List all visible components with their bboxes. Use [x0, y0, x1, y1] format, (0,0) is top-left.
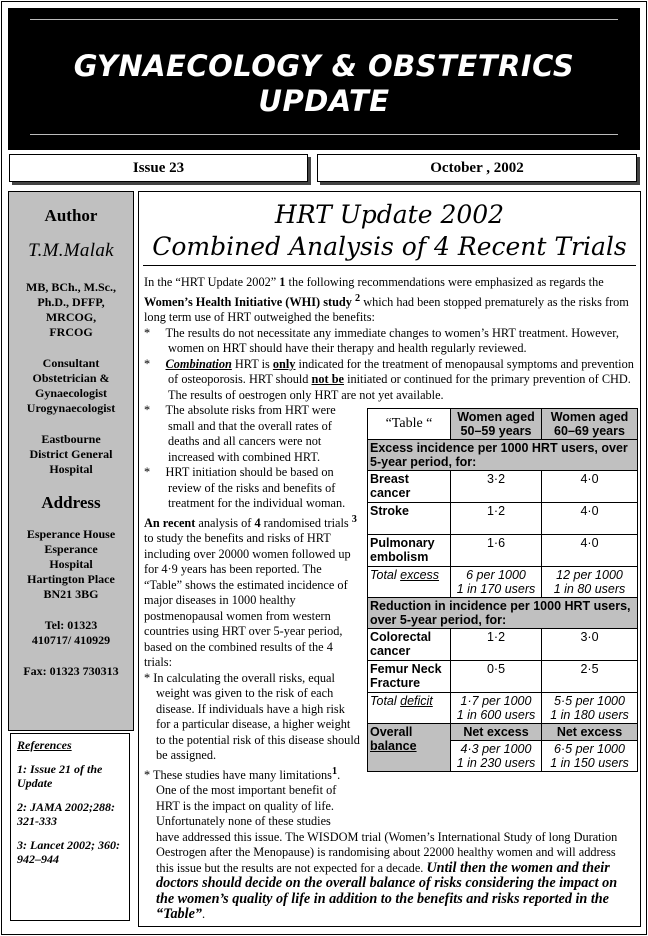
bullet-5: * In calculating the overall risks, equal weight was given to the risk of each disease. If individuals have a high risk for a particular disease, a higher weight to the potential risk of this disease should be assigned.	[144, 670, 360, 763]
cell-line: 12 per 1000	[556, 568, 623, 582]
cell-line: 1 in 170 users	[456, 582, 536, 596]
fax-line: Fax: 01323 730313	[23, 664, 119, 678]
row-label: Pulmonary embolism	[368, 535, 451, 567]
net-excess-50-59	[451, 741, 542, 772]
address-line: BN21 3BG	[43, 587, 99, 601]
bullet-2: * Combination HRT is only indicated for the treatment of menopausal symptoms and prevention of osteoporosis. HRT should not be initiated or continued for the primary prevention of CHD. The results of oestrogen only HRT are not yet available.	[144, 356, 634, 402]
degree-line: FRCOG	[49, 325, 93, 339]
cell-line: 1 in 600 users	[456, 708, 536, 722]
total-excess-label-a: Total	[370, 568, 401, 582]
overall-label-a: Overall	[370, 725, 413, 739]
degree-line: MB, BCh., M.Sc.,	[26, 280, 116, 294]
masthead-title-line2: UPDATE	[258, 84, 390, 118]
row-label: Colorectal cancer	[368, 629, 451, 661]
article-title-line2: Combined Analysis of 4 Recent Trials	[152, 232, 627, 261]
net-excess-60-69	[542, 741, 638, 772]
issue-number: Issue 23	[9, 154, 308, 182]
cell-line: 1 in 150 users	[550, 756, 629, 770]
row-label: Femur Neck Fracture	[368, 661, 451, 693]
col-header-50-59: Women aged 50–59 years	[451, 409, 542, 440]
intro-paragraph: In the “HRT Update 2002” 1 the following recommendations were emphasized as regards the Women’s Health Initiative (WHI) study $^2$ which had been stopped prematurely as the risks from long term use of HRT outweighed the benefits:	[144, 275, 629, 325]
address-heading: Address	[41, 493, 101, 512]
degree-line: MRCOG,	[45, 310, 97, 324]
address-line: Esperance	[44, 542, 98, 556]
role-line: Consultant	[42, 356, 100, 370]
overall-label-b: balance	[370, 739, 417, 753]
row-label: Stroke	[368, 503, 451, 535]
wisdom-paragraph: have addressed this issue. The WISDOM trial (Women’s International Study of long Duration Oestrogen after the Menopause) is randomising about 22000 healthy women and will address this issue but the results are not expected for a decade. Until then the women and their doctors should decide on the overall balance of risks considering the impact on the women’s quality of life in addition to the benefits and risks reported in the “Table”.	[156, 829, 618, 923]
section-reduction: Reduction in incidence per 1000 HRT users, over 5-year period, for:	[368, 598, 638, 629]
cell: 3·0	[542, 629, 638, 661]
role-line: Obstetrician &	[32, 371, 110, 385]
hrt-table	[367, 408, 638, 772]
cell: 1·2	[451, 503, 542, 535]
net-excess-head-50-59: Net excess	[451, 724, 542, 741]
masthead	[8, 8, 640, 150]
role-line: Urogynaecologist	[26, 401, 116, 415]
overall-balance-label	[368, 724, 451, 772]
cell-line: 5·5 per 1000	[554, 694, 625, 708]
recent-analysis-paragraph: An recent analysis of 4 randomised trials $^3$ to study the benefits and risks of HRT including over 20000 women followed up for 4·9 years has been reported. The “Table” shows the estimated incidence of major diseases in 1000 healthy postmenopausal women from western countries using HRT over 5-year period, based on the combined results of the 4 trials:	[144, 513, 357, 670]
masthead-title-line1: GYNAECOLOGY & OBSTETRICS	[73, 49, 575, 83]
author-name: T.M.Malak	[28, 240, 114, 261]
references-box	[10, 733, 130, 921]
cell-line: 1·7 per 1000	[460, 694, 532, 708]
total-excess-60-69	[542, 567, 638, 598]
references-heading: References	[17, 738, 72, 752]
total-excess-50-59	[451, 567, 542, 598]
address-line: Hartington Place	[27, 572, 115, 586]
total-excess-label	[368, 567, 451, 598]
cell-line: 4·3 per 1000	[460, 742, 532, 756]
cell-line: 1 in 230 users	[456, 756, 536, 770]
reference-item: 2: JAMA 2002;288: 321-333	[17, 800, 116, 828]
total-deficit-label	[368, 693, 451, 724]
title-rule	[143, 265, 636, 266]
cell: 2·5	[542, 661, 638, 693]
address-line: Hospital	[49, 557, 93, 571]
row-label: Breast cancer	[368, 471, 451, 503]
tel-line: 410717/ 410929	[31, 633, 111, 647]
col-header-60-69: Women aged 60–69 years	[542, 409, 638, 440]
author-sidebar	[8, 191, 134, 731]
cell-line: 6 per 1000	[466, 568, 526, 582]
total-deficit-60-69	[542, 693, 638, 724]
issue-date: October , 2002	[317, 154, 637, 182]
cell-line: 6·5 per 1000	[554, 742, 625, 756]
cell: 1·6	[451, 535, 542, 567]
hospital-line: Eastbourne	[41, 432, 101, 446]
reference-item: 3: Lancet 2002; 360: 942–944	[17, 838, 120, 866]
bullet-6: * These studies have many limitations$^1$. One of the most important benefit of HRT is the impact on quality of life. Unfortunately none of these studies	[144, 765, 341, 829]
article-title-line1: HRT Update 2002	[274, 200, 505, 229]
total-deficit-50-59	[451, 693, 542, 724]
cell: 1·2	[451, 629, 542, 661]
cell: 4·0	[542, 503, 638, 535]
cell: 0·5	[451, 661, 542, 693]
hospital-line: Hospital	[49, 462, 93, 476]
section-excess: Excess incidence per 1000 HRT users, over 5-year period, for:	[368, 440, 638, 471]
author-heading: Author	[44, 206, 98, 225]
address-line: Esperance House	[26, 527, 116, 541]
role-line: Gynaecologist	[35, 386, 107, 400]
total-deficit-label-b: deficit	[400, 694, 433, 708]
bullet-3: * The absolute risks from HRT were small and that the overall rates of deaths and all cancers were not increased with combined HRT.	[144, 403, 336, 464]
net-excess-head-60-69: Net excess	[542, 724, 638, 741]
bullet-1: * The results do not necessitate any immediate changes to women’s HRT treatment. However, women on HRT should have their therapy and health regularly reviewed.	[144, 325, 619, 356]
masthead-rule-bottom	[30, 134, 618, 135]
masthead-rule-top	[30, 19, 618, 20]
total-excess-label-b: excess	[400, 568, 440, 582]
cell: 3·2	[451, 471, 542, 503]
degree-line: Ph.D., DFFP,	[37, 295, 105, 309]
cell-line: 1 in 180 users	[550, 708, 629, 722]
cell: 4·0	[542, 471, 638, 503]
total-deficit-label-a: Total	[370, 694, 401, 708]
hospital-line: District General	[29, 447, 113, 461]
cell-line: 1 in 80 users	[553, 582, 626, 596]
cell: 4·0	[542, 535, 638, 567]
bullet-4: * HRT initiation should be based on review of the risks and benefits of treatment for the individual woman.	[144, 465, 346, 511]
tel-line: Tel: 01323	[44, 618, 98, 632]
table-corner: “Table “	[368, 409, 451, 440]
reference-item: 1: Issue 21 of the Update	[17, 762, 103, 790]
